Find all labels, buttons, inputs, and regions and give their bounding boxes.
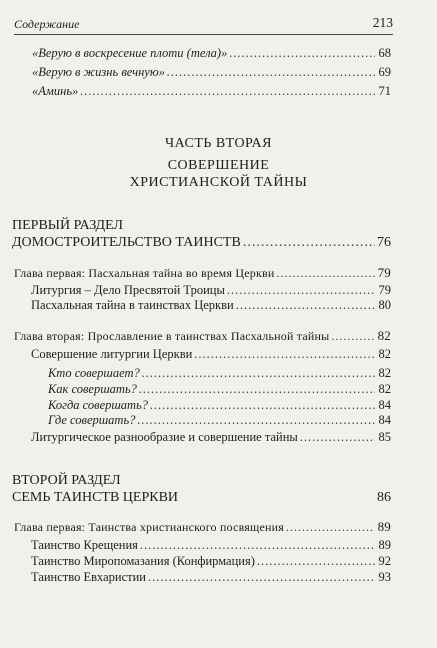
toc-entry bbox=[32, 84, 391, 99]
toc-subentry-label: Кто совершает? bbox=[48, 366, 140, 380]
leader-dots bbox=[286, 520, 375, 535]
toc-entry-label: Таинство Крещения bbox=[31, 538, 138, 552]
section-title: ДОМОСТРОИТЕЛЬСТВО ТАИНСТВ bbox=[12, 235, 241, 250]
toc-subentry-page: 84 bbox=[378, 398, 391, 412]
toc-subentry bbox=[48, 398, 391, 413]
toc-entry bbox=[32, 46, 391, 61]
toc-entry-page: 80 bbox=[378, 298, 391, 312]
chapter-entry bbox=[14, 519, 391, 535]
chapter-page: 82 bbox=[377, 328, 391, 343]
toc-subentry-page: 82 bbox=[378, 382, 391, 396]
leader-dots bbox=[139, 382, 375, 397]
toc-entry-page: 71 bbox=[378, 84, 391, 98]
chapter-page: 79 bbox=[377, 265, 391, 280]
section-heading-line bbox=[12, 235, 391, 251]
toc-entry-label: Таинство Евхаристии bbox=[31, 570, 146, 584]
toc-entry-page: 93 bbox=[378, 570, 391, 584]
part-title-line1: СОВЕРШЕНИЕ bbox=[167, 158, 270, 173]
chapter-entry bbox=[14, 265, 391, 281]
leader-dots bbox=[148, 570, 375, 585]
toc-entry-label: «Верую в воскресение плоти (тела)» bbox=[32, 46, 228, 60]
chapter-label: Глава первая: Пасхальная тайна во время Церкви bbox=[14, 266, 275, 280]
toc-subentry bbox=[48, 413, 391, 428]
toc-subentry-label: Где совершать? bbox=[48, 413, 136, 427]
toc-entry bbox=[31, 283, 391, 298]
toc-subentry-page: 84 bbox=[378, 413, 391, 427]
toc-entry-page: 69 bbox=[378, 65, 391, 79]
toc-entry-page: 85 bbox=[378, 430, 391, 444]
toc-entry-page: 82 bbox=[378, 347, 391, 361]
leader-dots bbox=[331, 329, 375, 344]
toc-subentry-page: 82 bbox=[378, 366, 391, 380]
toc-entry-label: Совершение литургии Церкви bbox=[31, 347, 193, 361]
leader-dots bbox=[137, 413, 375, 428]
leader-dots bbox=[236, 298, 375, 313]
leader-dots bbox=[142, 366, 375, 381]
chapter-label: Глава вторая: Прославление в таинствах Пасхальной тайны bbox=[14, 329, 330, 343]
leader-dots bbox=[150, 398, 375, 413]
toc-entry bbox=[32, 65, 391, 80]
toc-entry bbox=[31, 570, 391, 585]
section-heading: ПЕРВЫЙ РАЗДЕЛ bbox=[12, 218, 123, 233]
leader-dots bbox=[194, 347, 375, 362]
leader-dots bbox=[227, 283, 375, 298]
leader-dots bbox=[140, 538, 375, 553]
toc-entry bbox=[31, 554, 391, 569]
section-page: 86 bbox=[377, 490, 391, 505]
leader-dots bbox=[167, 65, 375, 80]
section-title: СЕМЬ ТАИНСТВ ЦЕРКВИ bbox=[12, 490, 179, 505]
toc-entry bbox=[31, 298, 391, 313]
toc-subentry-label: Когда совершать? bbox=[48, 398, 149, 412]
leader-dots bbox=[229, 46, 375, 61]
toc-entry-page: 79 bbox=[378, 283, 391, 297]
leader-dots bbox=[276, 266, 375, 281]
leader-dots bbox=[243, 235, 375, 251]
toc-entry-page: 89 bbox=[378, 538, 391, 552]
part-title-line2: ХРИСТИАНСКОЙ ТАЙНЫ bbox=[129, 175, 308, 190]
chapter-label: Глава первая: Таинства христианского посвящения bbox=[14, 520, 284, 534]
toc-entry-label: Пасхальная тайна в таинствах Церкви bbox=[31, 298, 234, 312]
toc-entry-label: Литургическое разнообразие и совершение тайны bbox=[31, 430, 298, 444]
toc-entry-label: Литургия – Дело Пресвятой Троицы bbox=[31, 283, 225, 297]
header-title: Содержание bbox=[14, 17, 80, 31]
leader-dots bbox=[257, 554, 375, 569]
toc-entry-label: «Верую в жизнь вечную» bbox=[32, 65, 165, 79]
toc-entry-page: 92 bbox=[378, 554, 391, 568]
chapter-page: 89 bbox=[377, 519, 391, 534]
toc-subentry bbox=[48, 382, 391, 397]
section-heading: ВТОРОЙ РАЗДЕЛ bbox=[12, 473, 121, 488]
toc-subentry-label: Как совершать? bbox=[48, 382, 137, 396]
header-page-number: 213 bbox=[372, 15, 393, 30]
toc-subentry bbox=[48, 366, 391, 381]
toc-entry-label: Таинство Миропомазания (Конфирмация) bbox=[31, 554, 255, 568]
section-page: 76 bbox=[377, 235, 391, 250]
toc-entry bbox=[31, 430, 391, 445]
part-label: ЧАСТЬ ВТОРАЯ bbox=[164, 136, 272, 151]
leader-dots bbox=[80, 84, 375, 99]
toc-entry bbox=[31, 538, 391, 553]
toc-entry bbox=[31, 347, 391, 362]
running-header bbox=[14, 16, 393, 35]
leader-dots bbox=[300, 430, 375, 445]
section-heading-line bbox=[12, 490, 391, 506]
toc-entry-label: «Аминь» bbox=[32, 84, 79, 98]
chapter-entry bbox=[14, 328, 391, 344]
toc-entry-page: 68 bbox=[378, 46, 391, 60]
